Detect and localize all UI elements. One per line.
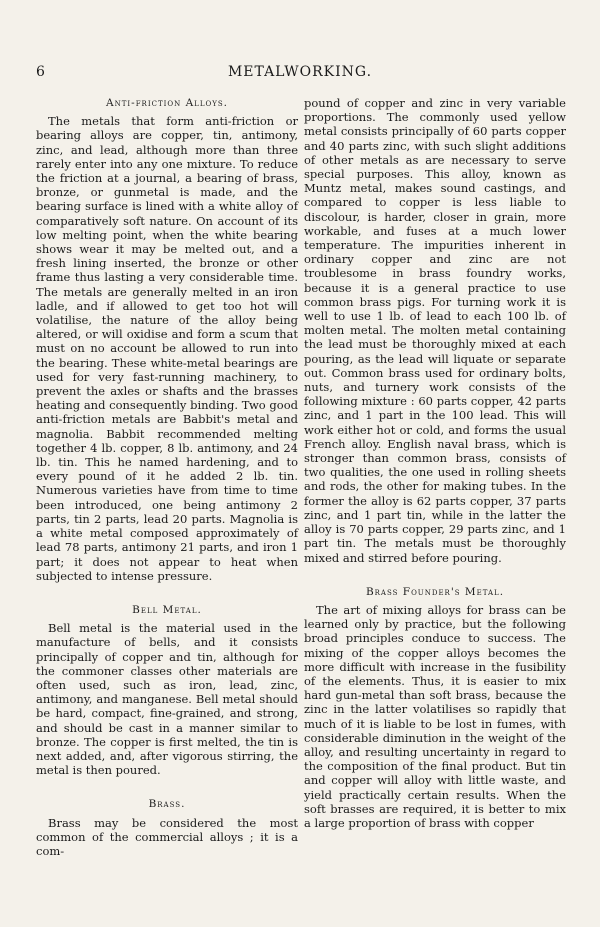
paragraph-bell-metal: Bell metal is the material used in the manufacture of bells, and it consists principally of copper and tin, although for the commoner classes other materials are often used, such as iron, lead, zinc, antimony, and manganese. Bell metal should be hard, compact, fine-grained, and strong, and should be cast in a manner similar to bronze. The copper is first melted, the tin is next added, and, after vigorous stirring, the metal is then poured. (36, 621, 298, 778)
running-head (36, 64, 564, 84)
paragraph-brass-continued: pound of copper and zinc in very variable proportions. The commonly used yellow metal consists principally of 60 parts copper and 40 parts zinc, with such slight additions of other metals as are necessary to serve special purposes. This alloy, known as Muntz metal, makes sound castings, and compared to copper is less liable to discolour, is harder, closer in grain, more workable, and fuses at a much lower temperature. The impurities inherent in ordinary copper and zinc are not troublesome in brass foundry works, because it is a general practice to use common brass pigs. For turning work it is well to use 1 lb. of lead to each 100 lb. of molten metal. The molten metal containing the lead must be thoroughly mixed at each pouring, as the lead will liquate or separate out. Common brass used for ordinary bolts, nuts, and turnery work consists of the following mixture : 60 parts copper, 42 parts zinc, and 1 part in the 100 lead. This will work either hot or cold, and forms the usual French alloy. English naval brass, which is stronger than common brass, consists of two qualities, the one used in rolling sheets and rods, the other for making tubes. In the former the alloy is 62 parts copper, 37 parts zinc, and 1 part tin, while in the latter the alloy is 70 parts copper, 29 parts zinc, and 1 part tin. The metals must be thoroughly mixed and stirred before pouring. (304, 96, 566, 565)
page-number: 6 (36, 64, 45, 80)
left-column (36, 96, 298, 858)
right-column (304, 96, 566, 830)
paragraph-brass-founders-metal: The art of mixing alloys for brass can be learned only by practice, but the following broad principles conduce to success. The mixing of the copper alloys becomes the more difficult with increase in the fusibility of the elements. Thus, it is easier to mix hard gun-metal than soft brass, because the zinc in the latter volatilises so rapidly that much of it is liable to be lost in fumes, with considerable diminution in the weight of the alloy, and resulting uncertainty in regard to the composition of the final product. But tin and copper will alloy with little waste, and yield practically certain results. When the soft brasses are required, it is better to mix a large proportion of brass with copper (304, 602, 566, 830)
section-heading-brass-founders-metal: Brass Founder's Metal. (365, 585, 505, 598)
section-heading-bell-metal: Bell Metal. (132, 603, 202, 616)
paragraph-brass-start: Brass may be considered the most common of the commercial alloys ; it is a com- (36, 815, 298, 858)
running-title: METALWORKING. (227, 64, 373, 80)
paragraph-anti-friction: The metals that form anti-friction or bearing alloys are copper, tin, antimony, zinc, and lead, although more than three rarely enter into any one mixture. To reduce the friction at a journal, a bearing of brass, bronze, or gunmetal is made, and the bearing surface is lined with a white alloy of comparatively soft nature. On account of its low melting point, when the white bearing shows wear it may be melted out, and a fresh lining inserted, the bronze or other frame thus lasting a very considerable time. The metals are generally melted in an iron ladle, and if allowed to get too hot will volatilise, the nature of the alloy being altered, or will oxidise and form a scum that must on no account be allowed to run into the bearing. These white-metal bearings are used for very fast-running machinery, to prevent the axles or shafts and the brasses heating and consequently binding. Two good anti-friction metals are Babbit's metal and magnolia. Babbit recommended melting together 4 lb. copper, 8 lb. antimony, and 24 lb. tin. This he named hardening, and to every pound of it he added 2 lb. tin. Numerous varieties have from time to time been introduced, one being antimony 2 parts, tin 2 parts, lead 20 parts. Magnolia is a white metal composed approximately of lead 78 parts, antimony 21 parts, and iron 1 part; it does not appear to heat when subjected to intense pressure. (36, 114, 298, 583)
section-heading-anti-friction: Anti-friction Alloys. (106, 97, 228, 109)
section-heading-brass: Brass. (148, 798, 186, 811)
